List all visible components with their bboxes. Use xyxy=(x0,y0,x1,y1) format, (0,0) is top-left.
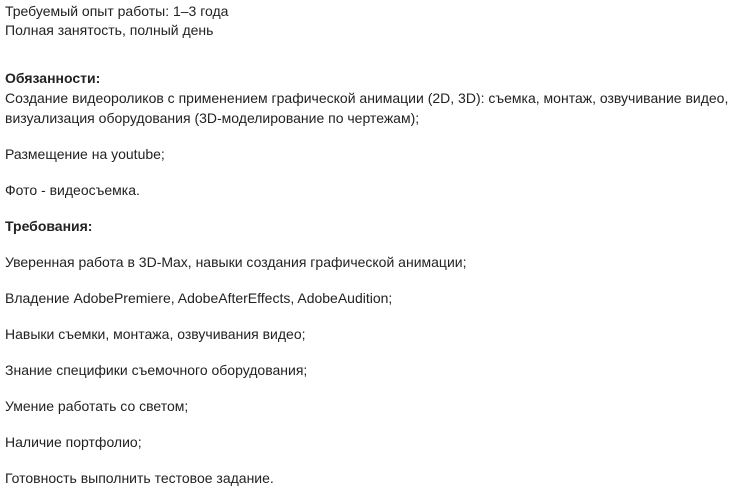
responsibility-item: Размещение на youtube; xyxy=(5,146,165,162)
vacancy-header xyxy=(5,2,751,40)
experience-text: Требуемый опыт работы: 1–3 года xyxy=(5,3,229,19)
responsibility-item: Фото - видеосъемка. xyxy=(5,182,140,198)
requirement-item: Готовность выполнить тестовое задание. xyxy=(5,470,274,486)
responsibilities-title: Обязанности: xyxy=(5,70,101,86)
employment-text: Полная занятость, полный день xyxy=(5,22,214,38)
requirements-title: Требования: xyxy=(5,218,93,234)
requirement-item: Знание специфики съемочного оборудования; xyxy=(5,362,308,378)
requirement-item: Уверенная работа в 3D-Max, навыки создания графической анимации; xyxy=(5,254,467,270)
requirement-item: Навыки съемки, монтажа, озвучивания видео; xyxy=(5,326,306,342)
requirement-item: Умение работать со светом; xyxy=(5,398,189,414)
responsibility-item: Создание видеороликов с применением графической анимации (2D, 3D): съемка, монтаж, озвучивание видео, визуализация оборудования (3D-моделирование по чертежам); xyxy=(5,90,729,126)
requirement-item: Наличие портфолио; xyxy=(5,434,142,450)
requirement-item: Владение AdobePremiere, AdobeAfterEffects, AdobeAudition; xyxy=(5,290,393,306)
